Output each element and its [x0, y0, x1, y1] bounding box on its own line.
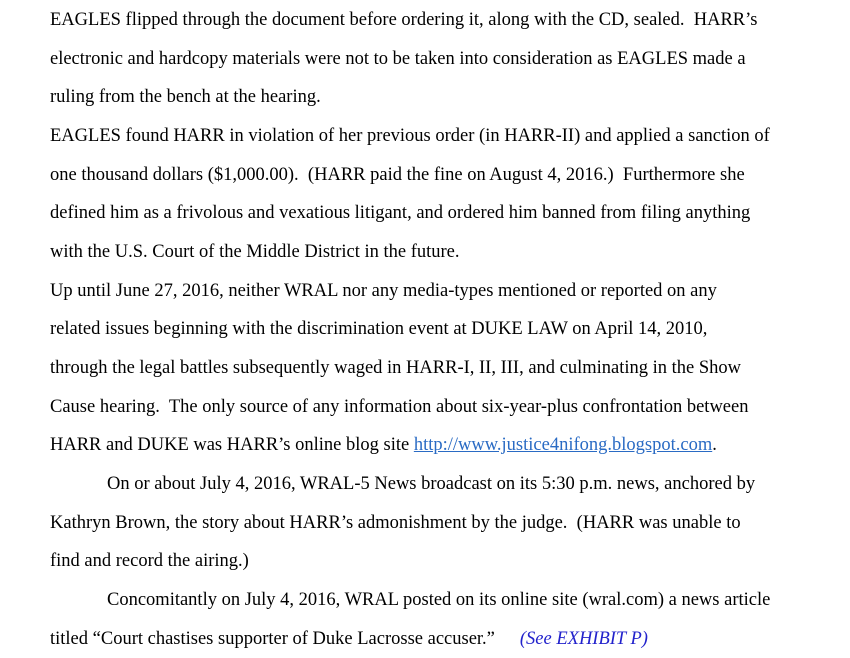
text-line: related issues beginning with the discrimination event at DUKE LAW on April 14, 2010, — [50, 319, 708, 340]
text-line: Cause hearing. The only source of any information about six-year-plus confrontation between — [50, 396, 749, 417]
text-line: Kathryn Brown, the story about HARR’s admonishment by the judge. (HARR was unable to — [50, 512, 741, 533]
text-line: EAGLES found HARR in violation of her previous order (in HARR-II) and applied a sanction of — [50, 125, 770, 146]
text-line: Concomitantly on July 4, 2016, WRAL posted on its online site (wral.com) a news article — [107, 589, 771, 610]
text-line: with the U.S. Court of the Middle District in the future. — [50, 241, 460, 262]
text-segment: HARR and DUKE was HARR’s online blog site — [50, 435, 414, 456]
text-segment: titled “Court chastises supporter of Duke Lacrosse accuser.” — [50, 628, 495, 649]
text-line: find and record the airing.) — [50, 551, 249, 572]
text-line: through the legal battles subsequently waged in HARR-I, II, III, and culminating in the Show — [50, 357, 742, 378]
text-line-with-citation — [50, 620, 804, 658]
text-line: ruling from the bench at the hearing. — [50, 87, 321, 108]
text-line: defined him as a frivolous and vexatious litigant, and ordered him banned from filing anything — [50, 203, 751, 224]
text-line: EAGLES flipped through the document before ordering it, along with the CD, sealed. HARR’s — [50, 10, 758, 30]
blog-url-link[interactable]: http://www.justice4nifong.blogspot.com — [413, 435, 713, 456]
text-line-with-link — [50, 426, 804, 465]
text-line: one thousand dollars ($1,000.00). (HARR paid the fine on August 4, 2016.) Furthermore she — [50, 164, 745, 185]
text-line: On or about July 4, 2016, WRAL-5 News broadcast on its 5:30 p.m. news, anchored by — [107, 473, 756, 494]
text-line: Up until June 27, 2016, neither WRAL nor any media-types mentioned or reported on any — [50, 280, 717, 301]
text-line: electronic and hardcopy materials were not to be taken into consideration as EAGLES made a — [50, 48, 746, 69]
exhibit-reference: (See EXHIBIT P) — [519, 628, 648, 649]
text-segment: . — [712, 435, 717, 456]
